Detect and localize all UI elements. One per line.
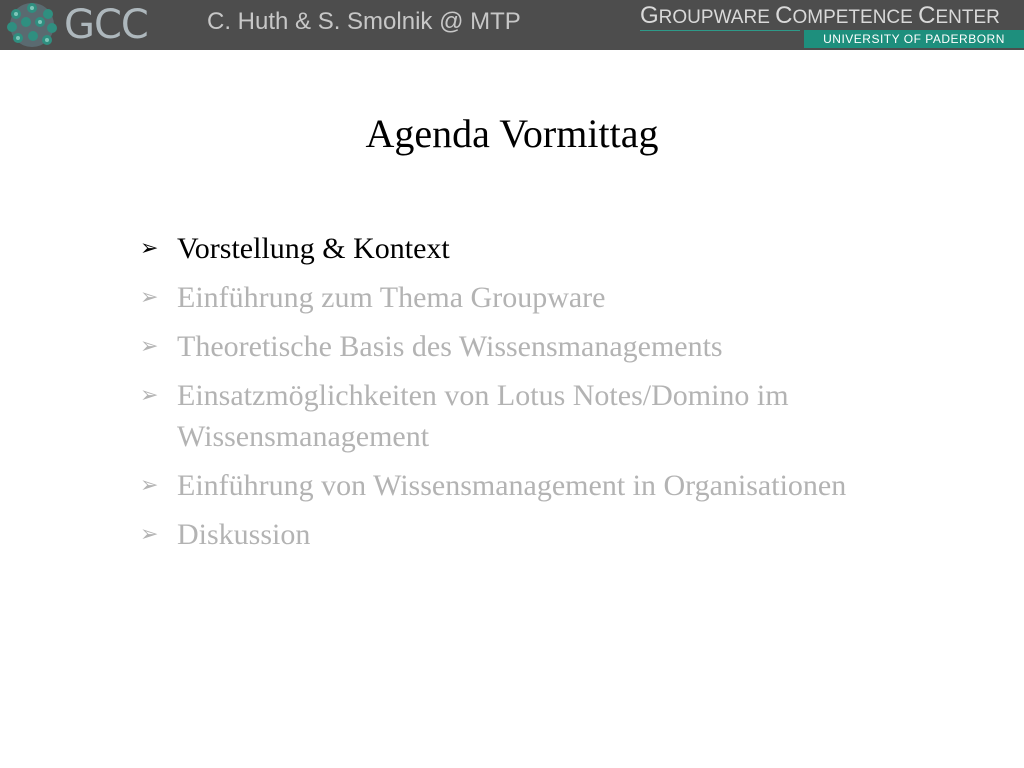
- arrow-bullet-icon: ➢: [140, 522, 159, 547]
- arrow-bullet-icon: ➢: [140, 473, 159, 498]
- divider-line: [640, 30, 800, 31]
- arrow-bullet-icon: ➢: [140, 383, 159, 408]
- gcc-logo-text: GCC: [64, 2, 148, 48]
- agenda-item: [140, 514, 1000, 555]
- slide-title: Agenda Vormittag: [365, 111, 659, 156]
- agenda-item: [140, 326, 1000, 367]
- title-initial-g: G: [640, 2, 659, 29]
- authors-label: C. Huth & S. Smolnik @ MTP: [207, 8, 521, 35]
- agenda-item-label: Diskussion: [177, 518, 311, 551]
- university-label: UNIVERSITY OF PADERBORN: [804, 30, 1024, 48]
- arrow-bullet-icon: ➢: [140, 285, 159, 310]
- header-bar: [0, 0, 1024, 50]
- gcc-logo: [2, 0, 148, 50]
- agenda-item: [140, 465, 1000, 506]
- title-rest-3: ENTER: [935, 7, 1000, 28]
- agenda-item-label: Einführung von Wissensmanagement in Organisationen: [177, 469, 847, 502]
- title-initial-c2: C: [918, 2, 936, 29]
- agenda-list: [140, 228, 1000, 563]
- title-initial-c1: C: [775, 2, 793, 29]
- arrow-bullet-icon: ➢: [140, 236, 159, 261]
- agenda-item: [140, 375, 1000, 457]
- groupware-competence-center-logo: [640, 0, 1024, 50]
- title-rest-2: OMPETENCE: [792, 7, 919, 28]
- agenda-item-label: Einführung zum Thema Groupware: [177, 281, 606, 314]
- arrow-bullet-icon: ➢: [140, 334, 159, 359]
- agenda-item: [140, 228, 1000, 269]
- gcc-globe-icon: [2, 0, 62, 50]
- agenda-item: [140, 277, 1000, 318]
- title-rest-1: ROUPWARE: [658, 7, 776, 28]
- agenda-item-label: Theoretische Basis des Wissensmanagements: [177, 330, 723, 363]
- competence-center-title: [640, 3, 1000, 31]
- agenda-item-label: Vorstellung & Kontext: [177, 232, 450, 265]
- agenda-item-label: Einsatzmöglichkeiten von Lotus Notes/Domino im Wissensmanagement: [177, 379, 789, 453]
